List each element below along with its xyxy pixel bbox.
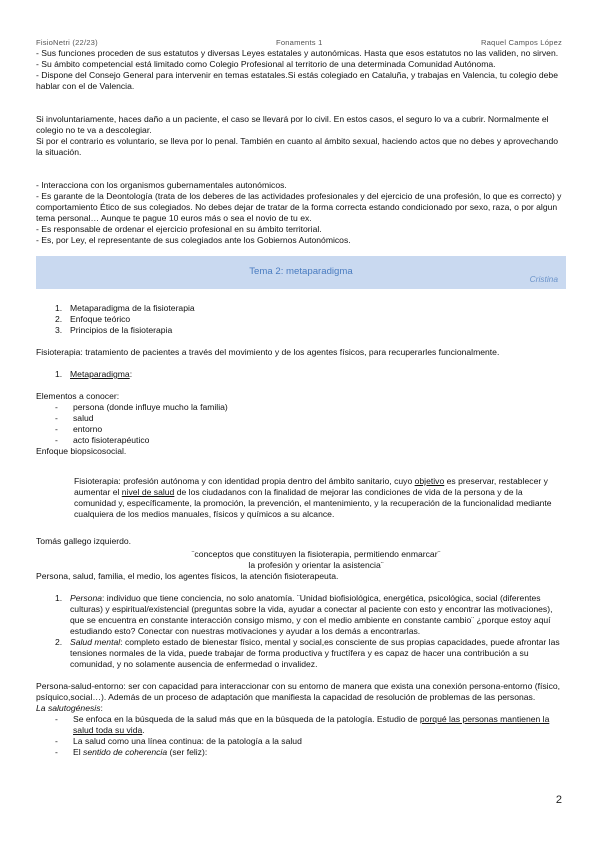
header-subject: Fonaments 1 xyxy=(276,38,323,47)
list-item: 2. Salud mental: completo estado de bienestar físico, mental y social,es consciente de sus propias capacidades, puede afrontar las tensiones normales de la vida, puede trabajar de forma productiva y fructífera y es capaz de hacer una contribución a su comunidad, y no solamente ausencia de enfermedad o invalidez. xyxy=(55,637,560,669)
liability-block xyxy=(36,114,566,158)
colegio-role-block xyxy=(36,180,566,246)
list-item: - entorno xyxy=(55,424,103,434)
header-course: FisioNetri (22/23) xyxy=(36,38,98,47)
fisioterapia-definition: Fisioterapia: tratamiento de pacientes a través del movimiento y de los agentes físicos, para recuperarles funcionalmente. xyxy=(36,347,500,357)
paragraph: - Sus funciones proceden de sus estatutos y diversas Leyes estatales y autonómicas. Hasta que esos estatutos no las validen, no sirven. xyxy=(36,48,559,58)
enfoque-text: Enfoque biopsicosocial. xyxy=(36,446,127,456)
quote-line: la profesión y orientar la asistencia¨ xyxy=(248,560,384,570)
page-number: 2 xyxy=(555,794,562,806)
elementos-title: Elementos a conocer: xyxy=(36,391,120,401)
paragraph: - Es garante de la Deontología (trata de los deberes de las actividades profesionales y del ejercicio de una profesión, lo que es correcto) y comportamiento Ético de sus colegiados. No debes dejar de tratar de la forma correcta estando condicionado por sexo, raza, o por algun tema personal… Aunque te pague 10 euros más o sea el novio de tu ex. xyxy=(36,191,562,223)
list-item: - Se enfoca en la búsqueda de la salud más que en la búsqueda de la patología. Estudio de porqué las personas mantienen la salud toda su vida. xyxy=(55,714,550,735)
list-item: 3. Principios de la fisioterapia xyxy=(55,325,173,335)
author-reference: Tomás gallego izquierdo. xyxy=(36,536,132,546)
paragraph: - Su ámbito competencial está limitado como Colegio Profesional al territorio de una determinada Comunidad Autónoma. xyxy=(36,59,496,69)
conceptos-text: Persona, salud, familia, el medio, los agentes físicos, la atención fisioterapeuta. xyxy=(36,571,339,581)
list-item: - persona (donde influye mucho la familia) xyxy=(55,402,228,412)
topic-banner xyxy=(36,256,566,289)
salutogenesis-heading: La salutogénesis: xyxy=(36,703,103,713)
paragraph: Si por el contrario es voluntario, se lleva por lo penal. También en cuanto al ámbito sexual, haciendo actos que no debes y aprovechando la situación. xyxy=(36,136,559,157)
document-body xyxy=(36,48,566,758)
header-author: Raquel Campos López xyxy=(480,38,562,47)
list-item: - acto fisioterapéutico xyxy=(55,435,150,445)
elementos-list xyxy=(36,402,566,446)
fisioterapia-full-definition: Fisioterapia: profesión autónoma y con identidad propia dentro del ámbito sanitario, cuyo objetivo es preservar, restablecer y aumentar el nivel de salud de los ciudadanos con la finalidad de mejorar las condiciones de vida de la persona y de la comunidad y, específicamente, la promoción, la prevención, el mantenimiento, y la recuperación de la funcionalidad mediante cualquiera de los medios manuales, físicos y químicos a su alcance. xyxy=(74,476,552,519)
paragraph: - Es, por Ley, el representante de sus colegiados ante los Gobiernos Autonómicos. xyxy=(36,235,351,245)
section-heading: 1. Metaparadigma: xyxy=(55,369,133,379)
quote-line: ¨conceptos que constituyen la fisioterapia, permitiendo enmarcar¨ xyxy=(191,549,441,559)
entorno-text: Persona-salud-entorno: ser con capacidad para interaccionar con su entorno de manera que exista una conexión persona-entorno (físico, psíquico,social…). Además de un proceso de adaptación que manifiesta la capacidad de resolución de problemas de las personas. xyxy=(36,681,561,702)
list-item: 1. Persona: individuo que tiene conciencia, no solo anatomía. ¨Unidad biofisiológica, energética, psicológica, social (diferentes culturas) y espiritual/existencial (preguntas sobre la vida, ayudar a conectar al paciente con esto y encontrar las motivaciones), que se encuentra en constante interacción consigo mismo, y con el medio ambiente en constante cambio¨ ¿porque estoy aquí estudiando esto? Conectar con nuestras motivaciones y ayudar a los demás a encontrarlas. xyxy=(55,593,553,636)
salutogenesis-list xyxy=(36,714,566,758)
topic-title: Tema 2: metaparadigma xyxy=(249,266,353,277)
list-item: 2. Enfoque teórico xyxy=(55,314,131,324)
paragraph: - Interacciona con los organismos gubernamentales autonómicos. xyxy=(36,180,287,190)
topic-author: Cristina xyxy=(529,274,558,284)
list-item: - La salud como una línea continua: de la patología a la salud xyxy=(55,736,302,746)
section-heading-list xyxy=(36,369,566,380)
colegio-functions-block xyxy=(36,48,566,92)
list-item: - salud xyxy=(55,413,94,423)
list-item: 1. Metaparadigma de la fisioterapia xyxy=(55,303,195,313)
concepts-list xyxy=(36,593,566,670)
paragraph: - Es responsable de ordenar el ejercicio profesional en su ámbito territorial. xyxy=(36,224,322,234)
list-item: - El sentido de coherencia (ser feliz): xyxy=(55,747,208,757)
table-of-contents xyxy=(36,303,566,336)
paragraph: - Dispone del Consejo General para intervenir en temas estatales.Si estás colegiado en Cataluña, y trabajas en Valencia, tu colegio debe hablar con el de Valencia. xyxy=(36,70,558,91)
paragraph: Si involuntariamente, haces daño a un paciente, el caso se llevará por lo civil. En estos casos, el seguro lo va a cubrir. Normalmente el colegio no te va a descolegiar. xyxy=(36,114,549,135)
